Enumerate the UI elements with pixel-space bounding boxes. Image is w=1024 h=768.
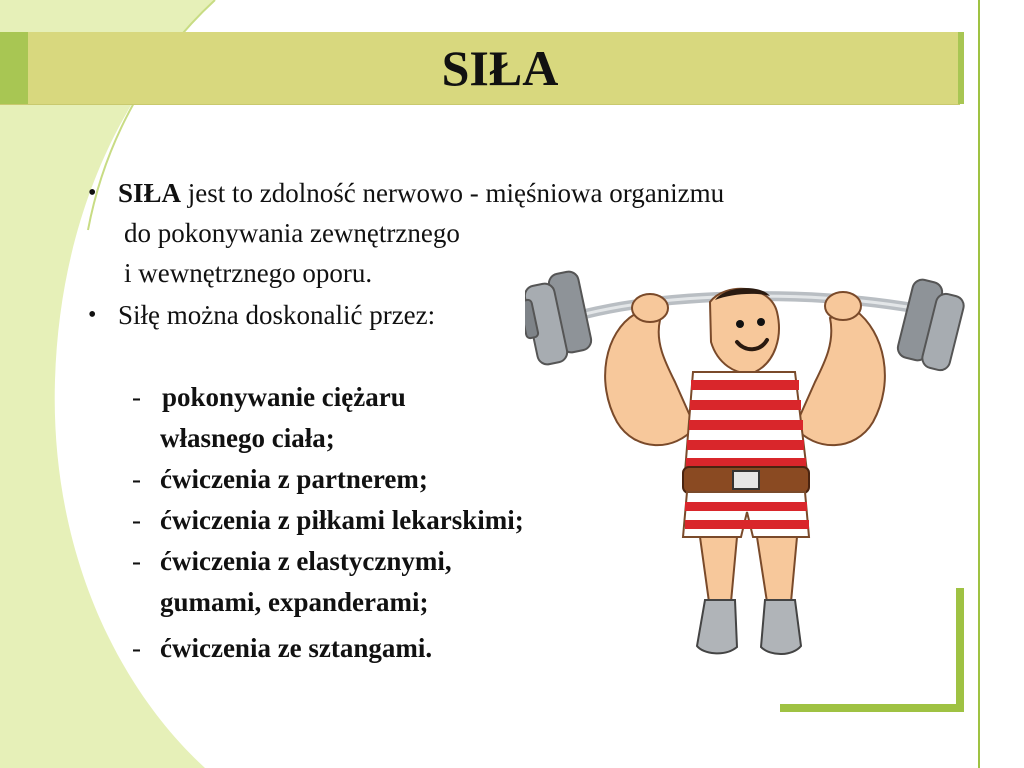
method-item-1-line-2: własnego ciała; — [160, 423, 335, 453]
methods-intro: Siłę można doskonalić przez: — [118, 300, 436, 330]
method-dash: - — [132, 546, 141, 576]
method-dash: - — [132, 633, 141, 663]
frame-line-right — [978, 0, 980, 768]
bullet-marker: • — [88, 180, 97, 206]
definition-text: jest to zdolność nerwowo - mięśniowa organizmu — [181, 178, 725, 208]
definition-line-3: i wewnętrznego oporu. — [124, 258, 373, 288]
method-item-2: ćwiczenia z partnerem; — [160, 464, 428, 494]
method-item-4-line-2: gumami, expanderami; — [160, 587, 429, 617]
method-item-5: ćwiczenia ze sztangami. — [160, 633, 433, 663]
definition-term: SIŁA — [118, 178, 182, 208]
method-dash: - — [132, 382, 141, 412]
corner-bracket-horizontal — [780, 704, 964, 712]
definition-line-1 — [118, 176, 724, 210]
slide-title: SIŁA — [441, 40, 559, 96]
method-item-3: ćwiczenia z piłkami lekarskimi; — [160, 505, 524, 535]
corner-bracket-vertical — [956, 588, 964, 712]
method-item-1-line-1: pokonywanie ciężaru — [162, 382, 406, 412]
definition-line-2: do pokonywania zewnętrznego — [124, 218, 460, 248]
bullet-marker: • — [88, 302, 97, 328]
method-dash: - — [132, 464, 141, 494]
method-dash: - — [132, 505, 141, 535]
method-item-4-line-1: ćwiczenia z elastycznymi, — [160, 546, 452, 576]
strongman-lifting-barbell-icon — [525, 262, 965, 672]
